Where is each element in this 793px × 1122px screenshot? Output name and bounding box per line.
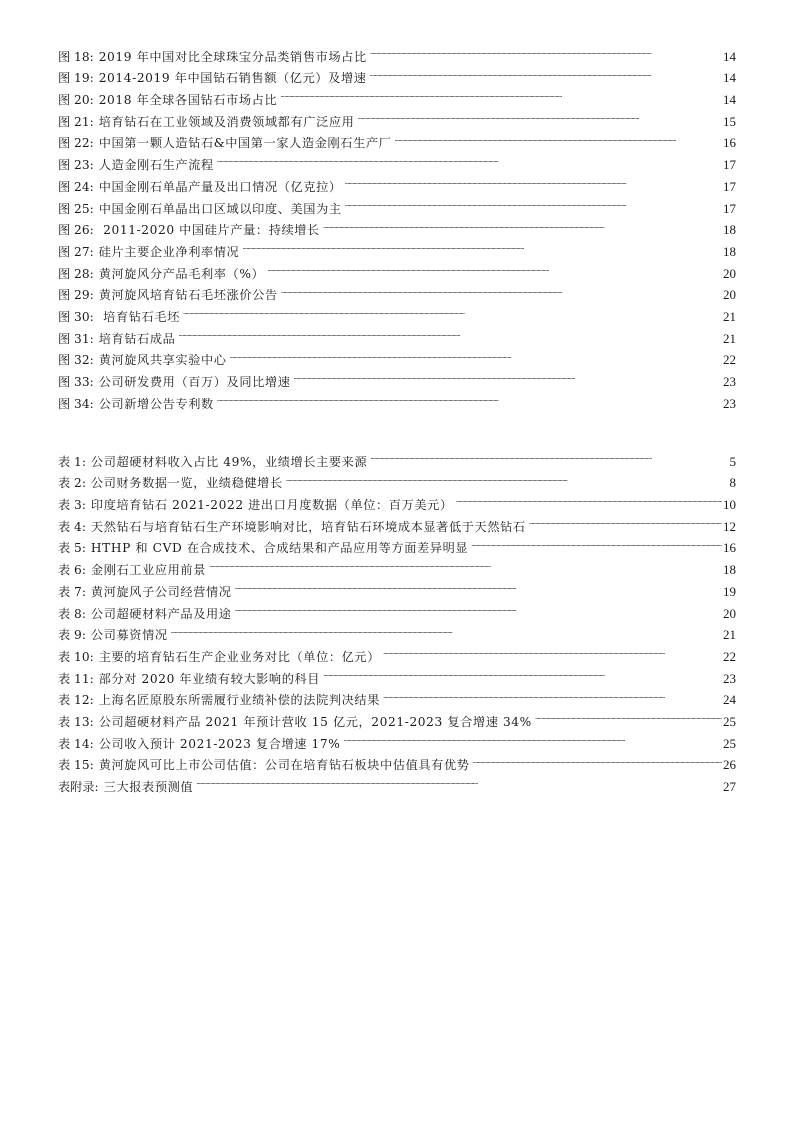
page-number: 18: [723, 222, 736, 238]
dot-leader: [286, 466, 729, 488]
entry-number: 表 14:: [58, 736, 94, 751]
dot-leader: [235, 596, 722, 618]
dot-leader: [471, 531, 722, 553]
entry-number: 表 12:: [58, 693, 94, 708]
dot-leader: [178, 321, 722, 343]
entry-number: 图 33:: [58, 375, 94, 389]
page-number: 26: [723, 757, 736, 773]
entry-title: 黄河旋风分产品毛利率（%）: [98, 266, 265, 281]
entry-title: 印度培育钻石 2021-2022 进出口月度数据（单位：百万美元）: [90, 498, 453, 513]
entry-title: 公司收入预计 2021-2023 复合增速 17%: [98, 736, 341, 751]
entry-number: 图 18:: [58, 49, 94, 64]
dot-leader: [209, 552, 722, 574]
entry-title: 中国金刚石单晶出口区域以印度、美国为主: [98, 201, 342, 216]
page-number: 8: [729, 475, 736, 491]
entry-number: 表 7:: [58, 584, 86, 599]
page-number: 17: [723, 178, 736, 194]
entry-title: 公司募资情况: [90, 628, 168, 643]
page-number: 23: [723, 374, 736, 389]
page-number: 23: [723, 395, 736, 411]
dot-leader: [242, 234, 722, 256]
page-number: 5: [729, 453, 736, 469]
dot-leader: [383, 683, 722, 705]
entry-title: 培育钻石成品: [98, 331, 176, 346]
entry-number: 图 23:: [58, 158, 94, 173]
entry-number: 表附录:: [58, 780, 99, 794]
entry-number: 图 19:: [58, 71, 94, 86]
entry-number: 图 32:: [58, 353, 94, 368]
entry-number: 表 13:: [58, 714, 94, 729]
entry-title: 培育钻石在工业领域及消费领域都有广泛应用: [98, 114, 355, 129]
entry-title: 人造金刚石生产流程: [98, 158, 214, 173]
dot-leader: [535, 704, 722, 726]
page-number: 10: [723, 497, 736, 513]
entry-title: 中国第一颗人造钻石&中国第一家人造金刚石生产厂: [98, 136, 392, 151]
page-number: 15: [723, 113, 736, 129]
entry-number: 图 22:: [58, 136, 94, 151]
dot-leader: [217, 386, 722, 408]
entry-title: 中国金刚石单晶产量及出口情况（亿克拉）: [98, 179, 342, 194]
entry-number: 表 8:: [58, 606, 86, 621]
dot-leader: [345, 169, 722, 191]
dot-leader: [171, 618, 722, 640]
dot-leader: [529, 509, 722, 531]
entry-title: 黄河旋风子公司经营情况: [90, 584, 232, 599]
entry-number: 表 6:: [58, 563, 86, 578]
dot-leader: [345, 191, 722, 213]
page-number: 14: [723, 92, 736, 108]
page-number: 20: [723, 605, 736, 621]
page-number: 21: [723, 330, 736, 346]
dot-leader: [473, 748, 722, 770]
page-number: 17: [723, 200, 736, 216]
dot-leader: [267, 256, 722, 278]
entry-title: 培育钻石毛坯: [98, 309, 180, 324]
dot-leader: [294, 364, 723, 386]
dot-leader: [370, 39, 722, 61]
entry-title: 上海名匠原股东所需履行业绩补偿的法院判决结果: [98, 693, 381, 708]
dot-leader: [370, 61, 722, 83]
entry-title: 公司研发费用（百万）及同比增速: [98, 375, 291, 389]
entry-number: 表 5:: [58, 541, 86, 556]
entry-title: 公司超硬材料产品及用途: [90, 606, 232, 621]
entry-number: 表 1:: [58, 454, 86, 469]
page-number: 25: [723, 735, 736, 751]
entry-title: 部分对 2020 年业绩有较大影响的科目: [98, 671, 321, 686]
entry-number: 图 31:: [58, 331, 94, 346]
list-of-figures: [58, 39, 736, 411]
entry-title: 金刚石工业应用前景: [90, 563, 207, 578]
entry-number: 表 2:: [58, 476, 86, 491]
dot-leader: [230, 343, 722, 365]
dot-leader: [323, 661, 722, 683]
dot-leader: [183, 299, 722, 321]
toc-entry-table-1[interactable]: [58, 444, 736, 469]
entry-number: 表 15:: [58, 758, 94, 773]
dot-leader: [281, 278, 722, 300]
page-number: 22: [723, 648, 736, 664]
entry-title: 主要的培育钻石生产企业业务对比（单位：亿元）: [98, 649, 381, 664]
page-number: 18: [723, 562, 736, 578]
entry-title: 2014-2019 年中国钻石销售额（亿元）及增速: [98, 71, 367, 86]
entry-number: 图 27:: [58, 244, 94, 259]
page-number: 14: [723, 48, 736, 64]
page-number: 12: [723, 518, 736, 534]
entry-title: 公司财务数据一览，业绩稳健增长: [90, 476, 283, 491]
entry-number: 图 24:: [58, 179, 94, 194]
entry-title: 公司超硬材料产品 2021 年预计营收 15 亿元，2021-2023 复合增速 34%: [98, 714, 532, 729]
page-number: 23: [723, 670, 736, 686]
entry-title: 2019 年中国对比全球珠宝分品类销售市场占比: [98, 49, 367, 64]
dot-leader: [357, 104, 722, 126]
page-number: 17: [723, 157, 736, 173]
entry-number: 表 3:: [58, 498, 86, 513]
page-number: 27: [723, 779, 736, 794]
entry-title: 黄河旋风共享实验中心: [98, 353, 227, 368]
dot-leader: [280, 82, 722, 104]
entry-title: 三大报表预测值: [103, 780, 194, 794]
dot-leader: [456, 487, 722, 509]
entry-title: 公司超硬材料收入占比 49%，业绩增长主要来源: [90, 454, 368, 469]
entry-number: 表 11:: [58, 671, 94, 686]
dot-leader: [323, 213, 722, 235]
page-number: 21: [723, 308, 736, 324]
dot-leader: [217, 147, 722, 169]
entry-number: 图 34:: [58, 396, 94, 411]
page-number: 21: [723, 627, 736, 643]
page-number: 14: [723, 70, 736, 86]
entry-title: HTHP 和 CVD 在合成技术、合成结果和产品应用等方面差异明显: [90, 541, 469, 556]
entry-number: 图 25:: [58, 201, 94, 216]
entry-title: 公司新增公告专利数: [98, 396, 214, 411]
page-number: 16: [723, 135, 736, 151]
entry-number: 图 26:: [58, 223, 94, 238]
entry-number: 图 30:: [58, 309, 94, 324]
dot-leader: [343, 726, 722, 748]
entry-title: 2018 年全球各国钻石市场占比: [98, 93, 278, 108]
entry-title: 黄河旋风可比上市公司估值：公司在培育钻石板块中估值具有优势: [98, 758, 470, 773]
entry-number: 表 10:: [58, 649, 94, 664]
entry-number: 图 21:: [58, 114, 94, 129]
dot-leader: [370, 444, 728, 466]
page-number: 20: [723, 265, 736, 281]
entry-title: 天然钻石与培育钻石生产环境影响对比，培育钻石环境成本显著低于天然钻石: [90, 519, 526, 534]
entry-title: 硅片主要企业净利率情况: [98, 244, 240, 259]
entry-number: 图 20:: [58, 93, 94, 108]
entry-number: 图 28:: [58, 266, 94, 281]
page-number: 24: [723, 692, 736, 708]
dot-leader: [196, 769, 722, 791]
page-number: 19: [723, 583, 736, 599]
toc-entry-figure-18[interactable]: [58, 39, 736, 64]
page-number: 20: [723, 287, 736, 303]
page-number: 22: [723, 352, 736, 368]
entry-number: 表 9:: [58, 628, 86, 643]
entry-title: 2011-2020 中国硅片产量：持续增长: [98, 223, 320, 238]
page-number: 25: [723, 713, 736, 729]
dot-leader: [394, 126, 722, 148]
page-number: 18: [723, 243, 736, 259]
entry-title: 黄河旋风培育钻石毛坯涨价公告: [98, 288, 278, 303]
list-of-tables: [58, 444, 736, 794]
page-number: 16: [723, 540, 736, 556]
dot-leader: [383, 639, 722, 661]
entry-number: 表 4:: [58, 519, 86, 534]
entry-number: 图 29:: [58, 288, 94, 303]
dot-leader: [235, 574, 722, 596]
